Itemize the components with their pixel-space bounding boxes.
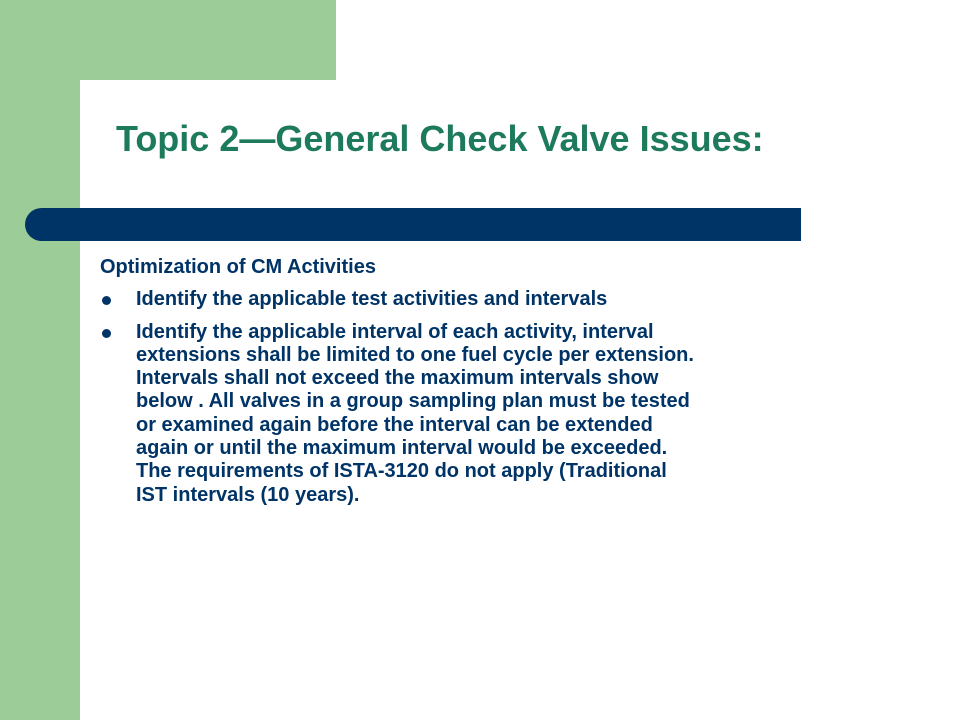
bullet-item <box>100 321 900 507</box>
bullet-line: IST intervals (10 years). <box>136 483 360 506</box>
left-green-band <box>0 0 80 720</box>
bullet-dot-icon <box>102 329 111 338</box>
bullet-line: or examined again before the interval can be extended <box>136 413 653 436</box>
bullet-line: extensions shall be limited to one fuel cycle per extension. <box>136 343 694 366</box>
bullet-line: Identify the applicable interval of each activity, interval <box>136 320 654 343</box>
bullet-dot-icon <box>102 296 111 305</box>
slide-body <box>100 256 900 516</box>
bullet-line: below . All valves in a group sampling plan must be tested <box>136 390 690 413</box>
bullet-line: again or until the maximum interval would be exceeded. <box>136 437 668 460</box>
slide-title: Topic 2—General Check Valve Issues: <box>116 118 764 159</box>
bullet-list <box>100 288 900 507</box>
bullet-item <box>100 288 900 311</box>
bullet-line: Identify the applicable test activities and intervals <box>136 288 608 311</box>
bullet-line: Intervals shall not exceed the maximum intervals show <box>136 367 659 390</box>
bullet-line: The requirements of ISTA-3120 do not apply (Traditional <box>136 460 667 483</box>
top-green-block <box>80 0 336 80</box>
title-divider-bar <box>25 208 801 241</box>
section-subheading: Optimization of CM Activities <box>100 256 376 278</box>
